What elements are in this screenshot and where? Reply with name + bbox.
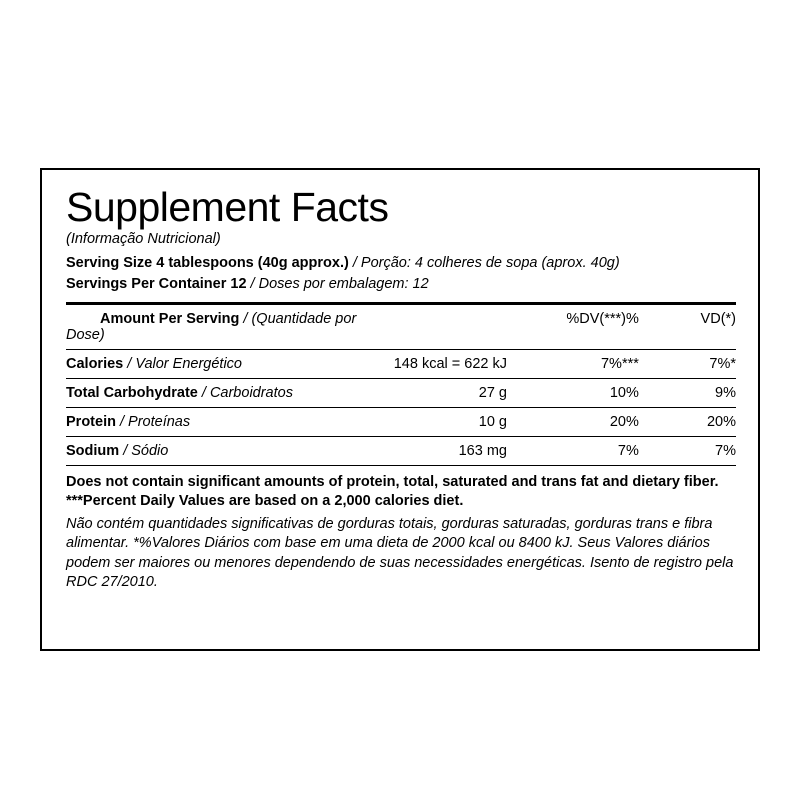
servings-per-container-line (66, 274, 736, 295)
row-vd: 7% (649, 437, 736, 466)
header-amount-cell (66, 305, 361, 350)
header-spacer-cell (361, 305, 535, 350)
row-amount: 10 g (361, 408, 535, 437)
row-dv: 20% (535, 408, 649, 437)
servings-per-container-label: Servings Per Container 12 (66, 276, 247, 293)
nutrition-table (66, 305, 736, 465)
row-dv: 10% (535, 379, 649, 408)
table-row (66, 379, 736, 408)
row-amount: 163 mg (361, 437, 535, 466)
row-name-cell (66, 350, 361, 379)
row-name: Sodium (66, 443, 120, 460)
row-amount: 27 g (361, 379, 535, 408)
supplement-facts-panel (40, 168, 760, 651)
footnote-pt: Não contém quantidades significativas de gorduras totais, gorduras saturadas, gorduras trans e fibra alimentar. *%Valores Diários com base em uma dieta de 2000 kcal ou 8400 kJ. Seus Valores diários podem ser maiores ou menores dependendo de suas necessidades energéticas. Isento de registro pela RDC 27/2010. (66, 515, 734, 591)
row-name-cell (66, 408, 361, 437)
footnote-en: Does not contain significant amounts of protein, total, saturated and trans fat and dietary fiber. ***Percent Daily Values are based on a 2,000 calories diet. (66, 474, 719, 509)
header-vd: VD(*) (700, 311, 736, 328)
table-header-row (66, 305, 736, 350)
row-name: Calories (66, 356, 124, 373)
row-name-pt: / Valor Energético (123, 356, 242, 373)
row-vd: 20% (649, 408, 736, 437)
row-name-pt: / Sódio (119, 443, 169, 460)
serving-size-label-pt: / Porção: 4 colheres de sopa (aprox. 40g) (348, 255, 620, 272)
row-dv: 7%*** (535, 350, 649, 379)
servings-per-container-label-pt: / Doses por embalagem: 12 (246, 276, 429, 293)
serving-size-label: Serving Size 4 tablespoons (40g approx.) (66, 255, 349, 272)
header-amount-label: Amount Per Serving (100, 311, 240, 328)
subtitle-pt: (Informação Nutricional) (66, 231, 221, 248)
table-row (66, 408, 736, 437)
row-vd: 9% (649, 379, 736, 408)
row-amount: 148 kcal = 622 kJ (361, 350, 535, 379)
row-name-cell (66, 437, 361, 466)
footnote-divider (66, 465, 736, 466)
table-row (66, 437, 736, 466)
row-name: Protein (66, 414, 116, 431)
serving-size-line (66, 253, 736, 274)
row-vd: 7%* (649, 350, 736, 379)
row-name-pt: / Carboidratos (197, 385, 293, 402)
row-name-pt: / Proteínas (115, 414, 191, 431)
table-row (66, 350, 736, 379)
header-dv: %DV(***)% (566, 311, 639, 328)
header-amount-label-pt: / (Quantidade por Dose) (66, 311, 357, 344)
page-title: Supplement Facts (66, 184, 389, 230)
row-name-cell (66, 379, 361, 408)
row-dv: 7% (535, 437, 649, 466)
row-name: Total Carbohydrate (66, 385, 198, 402)
